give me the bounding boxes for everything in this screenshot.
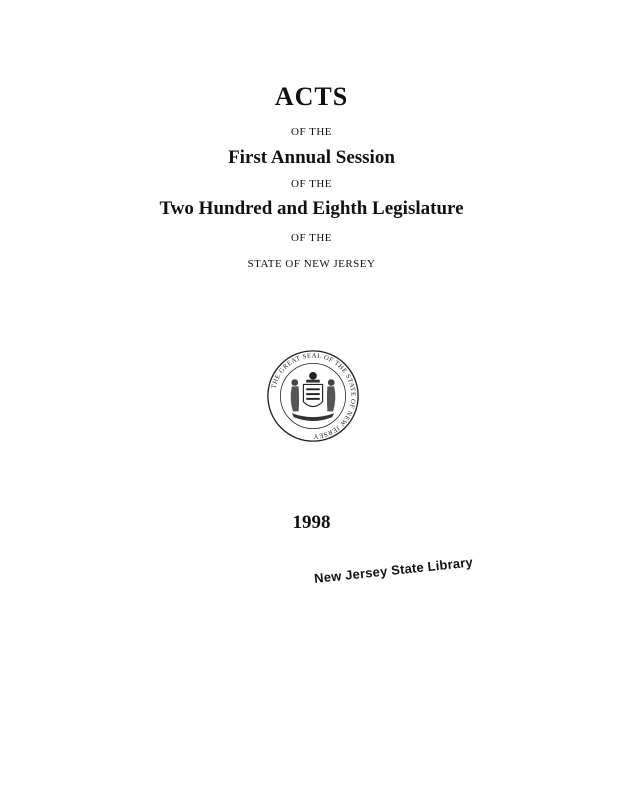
document-title: ACTS: [274, 82, 349, 111]
of-the-label-1: OF THE: [291, 126, 332, 138]
legislature-title: Two Hundred and Eighth Legislature: [159, 198, 464, 219]
library-stamp: New Jersey State Library: [313, 554, 474, 586]
of-the-label-2: OF THE: [291, 178, 332, 190]
svg-text:THE GREAT SEAL OF THE STATE OF: THE GREAT SEAL OF THE STATE OF NEW JERSEY: [270, 352, 357, 440]
great-seal-icon: [265, 348, 361, 444]
of-the-label-3: OF THE: [291, 232, 332, 244]
state-name: STATE OF NEW JERSEY: [247, 258, 376, 270]
session-title: First Annual Session: [228, 147, 395, 168]
year: 1998: [292, 512, 331, 533]
